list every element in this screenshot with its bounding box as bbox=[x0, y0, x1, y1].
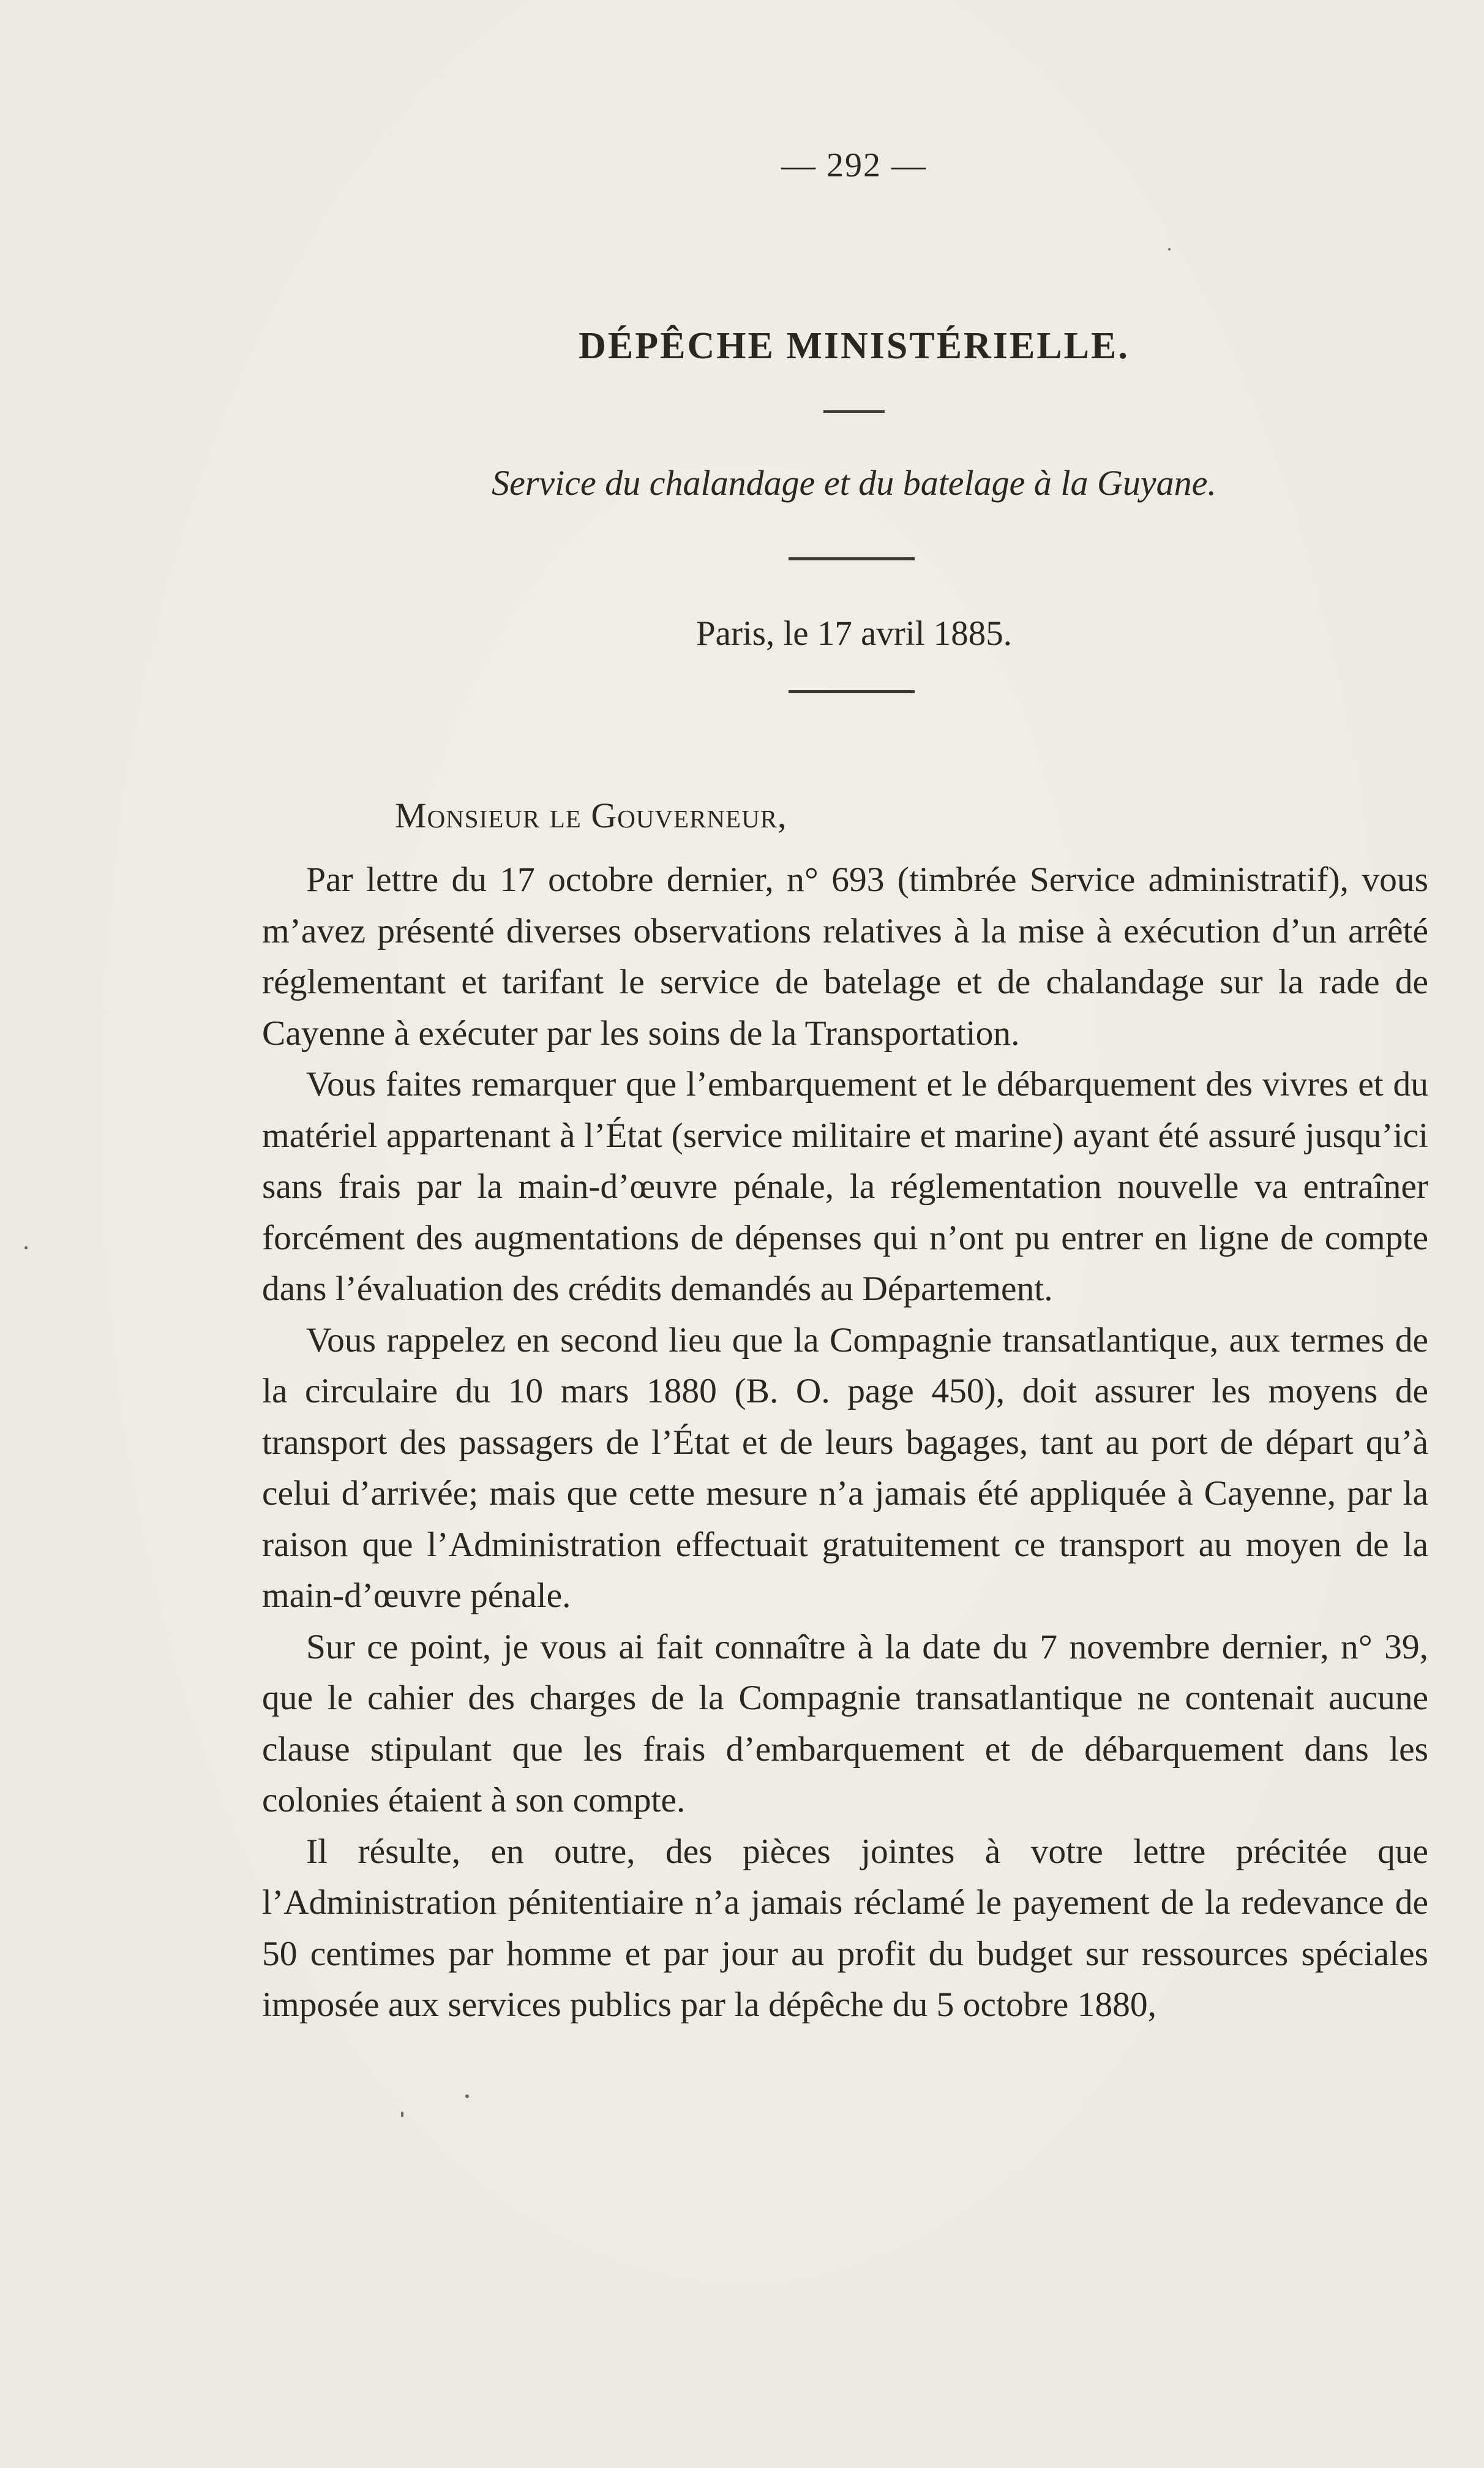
page-number: — 292 — bbox=[781, 146, 927, 184]
title-divider bbox=[823, 410, 885, 413]
subtitle-divider bbox=[789, 557, 915, 560]
document-subtitle: Service du chalandage et du batelage à la Guyane. bbox=[492, 463, 1216, 503]
paragraph: Sur ce point, je vous ai fait connaître à la date du 7 novembre dernier, n° 39, que le cahier des charges de la Compagnie transatlantique ne contenait aucune clause stipulant que les frais d’embarquement et de débarquement dans les colonies étaient à son compte. bbox=[262, 1627, 1428, 1819]
letter-body bbox=[262, 854, 1428, 2031]
paper-speck bbox=[401, 2112, 403, 2117]
salutation: Monsieur le Gouverneur, bbox=[395, 796, 787, 835]
paper-speck bbox=[465, 2094, 469, 2098]
paper-speck bbox=[1168, 248, 1171, 250]
dateline: Paris, le 17 avril 1885. bbox=[695, 614, 1013, 653]
document-title: DÉPÊCHE MINISTÉRIELLE. bbox=[579, 325, 1130, 367]
paragraph: Vous rappelez en second lieu que la Compagnie transatlantique, aux termes de la circulaire du 10 mars 1880 (B. O. page 450), doit assurer les moyens de transport des passagers de l’État et de leurs bagages, tant au port de départ qu’à celui d’arrivée; mais que cette mesure n’a jamais été appliquée à Cayenne, par la raison que l’Administration effectuait gratuitement ce transport au moyen de la main-d’œuvre pénale. bbox=[262, 1320, 1428, 1615]
paragraph: Il résulte, en outre, des pièces jointes à votre lettre précitée que l’Administration pénitentiaire n’a jamais réclamé le payement de la redevance de 50 centimes par homme et par jour au profit du budget sur ressources spéciales imposée aux services publics par la dépêche du 5 octobre 1880, bbox=[262, 1832, 1428, 2024]
paragraph: Par lettre du 17 octobre dernier, n° 693 (timbrée Service administratif), vous m’avez présenté diverses observations relatives à la mise à exécution d’un arrêté réglementant et tarifant le service de batelage et de chalandage sur la rade de Cayenne à exécuter par les soins de la Transportation. bbox=[262, 860, 1428, 1053]
paragraph: Vous faites remarquer que l’embarquement et le débarquement des vivres et du matériel appartenant à l’État (service militaire et marine) ayant été assuré jusqu’ici sans frais par la main-d’œuvre pénale, la réglementation nouvelle va entraîner forcément des augmentations de dépenses qui n’ont pu entrer en ligne de compte dans l’évaluation des crédits demandés au Département. bbox=[262, 1065, 1428, 1308]
dateline-divider bbox=[789, 690, 915, 693]
paper-speck bbox=[24, 1246, 28, 1249]
